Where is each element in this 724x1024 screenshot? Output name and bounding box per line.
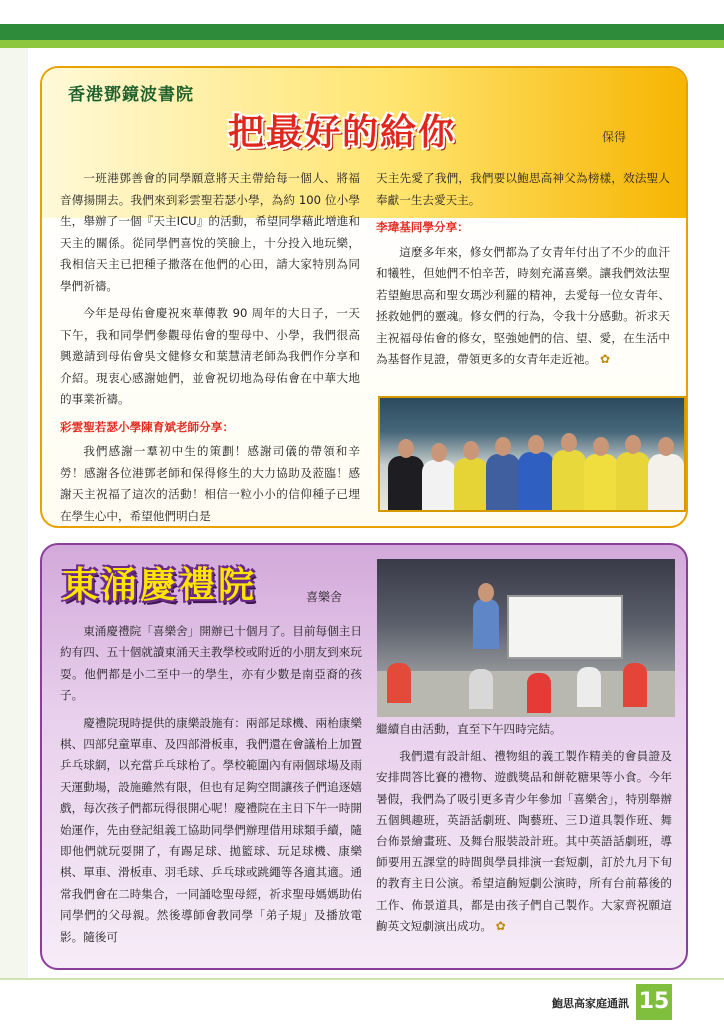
article-panel-2 xyxy=(40,543,688,970)
group-photo xyxy=(378,396,686,512)
paragraph: 一班港鄧善會的同學願意將天主帶給每一個人、將福音傳揚開去。我們來到彩雲聖若瑟小學，為約 100 位小學生，舉辦了一個『天主ICU』的活動，希望同學藉此增進和天主的關係。從同學們喜悅的笑臉上，十分投入地玩樂，我相信天主已把種子撒落在他們的心田，請大家特別為同學們祈禱。 xyxy=(60,171,360,293)
flower-icon: ✿ xyxy=(599,352,611,366)
footer-divider xyxy=(0,978,724,980)
paragraph: 天主先愛了我們，我們要以鮑思高神父為榜樣，效法聖人奉獻一生去愛天主。 xyxy=(376,171,670,207)
paragraph: 慶禮院現時提供的康樂設施有：兩部足球機、兩枱康樂棋、四部兒童單車、及四部滑板車，我們還在會議枱上加置乒乓球網，以充當乒乓球枱了。學校範圍內有兩個球場及雨天運動場，設施雖然有限，但也有足夠空間讓孩子們追逐嬉戲，每次孩子們都玩得很開心呢！慶禮院在主日下午一時開始運作，先由登記組義工協助同學們辦理借用球類手續，隨即他們就玩耍開了，有踢足球、拋籃球、玩足球機、康樂棋、單車、滑板車、羽毛球、乒乓球或跳繩等各適其適。通常我們會在二時集合，一同誦唸聖母經，祈求聖母媽媽助佑同學們的父母親。然後導師會教同學「弟子規」及播放電影。隨後可 xyxy=(60,715,362,944)
article-2-right-column xyxy=(376,719,672,943)
paragraph: 繼續自由活動，直至下午四時完結。 xyxy=(376,722,562,736)
subheading: 李瑋基同學分享： xyxy=(376,220,469,234)
article-1-left-column xyxy=(60,168,360,528)
article-2-left-column xyxy=(60,621,362,954)
article-2-headline: 東涌慶禮院 xyxy=(62,565,258,606)
school-name: 香港鄧鏡波書院 xyxy=(68,85,194,105)
paragraph-with-deco xyxy=(376,242,670,371)
paragraph: 今年是母佑會慶祝來華傳教 90 周年的大日子，一天下午，我和同學們參觀母佑會的聖母中、小學，我們很高興邀請到母佑會吳文健修女和葉慧清老師為我們作分享和介紹。現衷心感謝她們，並會祝切地為母佑會在中華大地的事業祈禱。 xyxy=(60,306,360,406)
paragraph: 我們還有設計組、禮物組的義工製作精美的會員證及安排問答比賽的禮物、遊戲獎品和餅乾糖果等小食。今年暑假，我們為了吸引更多青少年參加「喜樂舍」，特別舉辦五個興趣班，英語話劇班、陶藝班、三Ｄ道具製作班、舞台佈景繪畫班、及舞台服裝設計班。其中英語話劇班，導師要用五課堂的時間與學員排演一套短劇，訂於九月下旬的教育主日公演。希望這齣短劇公演時，所有台前幕後的工作、佈景道具，都是由孩子們自己製作。大家齊祝願這齣英文短劇演出成功。 xyxy=(376,749,672,933)
article-2-byline: 喜樂舍 xyxy=(306,590,343,604)
header-band-accent xyxy=(0,40,724,48)
article-1-right-column xyxy=(376,168,670,377)
article-1-headline: 把最好的給你 xyxy=(228,112,457,153)
page-number: 15 xyxy=(636,984,672,1020)
publication-name: 鮑思高家庭通訊 xyxy=(552,997,629,1010)
article-panel-1 xyxy=(40,66,688,528)
paragraph: 東涌慶禮院「喜樂舍」開辦已十個月了。目前每個主日約有四、五十個就讀東涌天主教學校或附近的小朋友到來玩耍。他們都是小二至中一的學生，亦有少數是南亞裔的孩子。 xyxy=(60,624,362,703)
paragraph: 這麼多年來，修女們都為了女青年付出了不少的血汗和犧牲，但她們不怕辛苦，時刻充滿喜樂。讓我們效法聖若望鮑思高和聖女瑪沙利羅的精神，去愛每一位女青年、拯救她們的靈魂。修女們的行為，令我十分感動。祈求天主祝福母佑會的修女，堅強她們的信、望、愛，在生活中為基督作見證，帶領更多的女青年走近祂。 xyxy=(376,244,670,366)
paragraph: 我們感謝一羣初中生的策劃！感謝司儀的帶領和辛勞！感謝各位港鄧老師和保得修生的大力協助及蒞臨！感謝天主祝福了這次的活動！相信一粒小小的信仰種子已埋在學生心中，希望他們明白是 xyxy=(60,444,360,523)
article-1-byline: 保得 xyxy=(602,130,627,144)
paragraph-with-deco xyxy=(376,746,672,937)
left-margin-strip xyxy=(0,48,28,978)
classroom-photo xyxy=(377,559,675,717)
flower-icon: ✿ xyxy=(495,918,506,933)
subheading: 彩雲聖若瑟小學陳育斌老師分享： xyxy=(60,419,234,434)
header-band xyxy=(0,24,724,40)
